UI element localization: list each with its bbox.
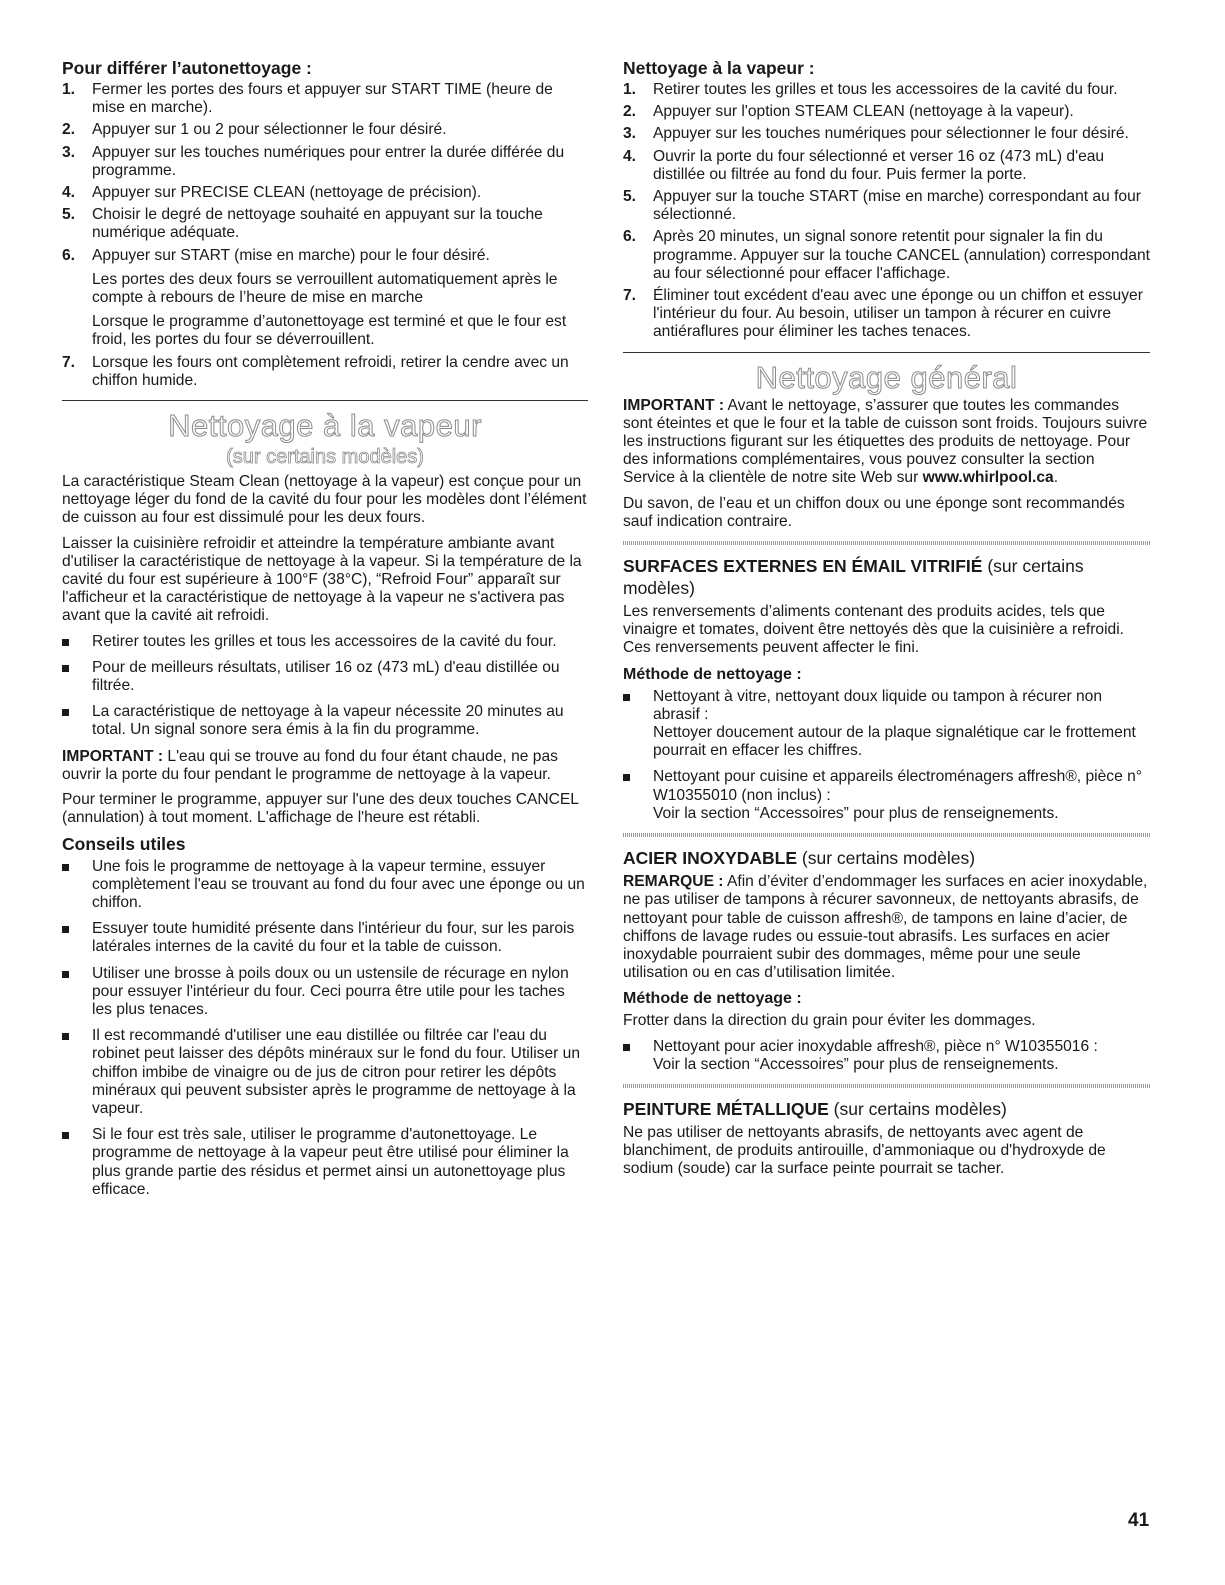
bullet-icon [62,926,69,933]
dotted-divider [623,833,1150,837]
paint-text: Ne pas utiliser de nettoyants abrasifs, de nettoyants avec agent de blanchiment, de produits antirouille, d'ammoniaque ou d'hydroxyde de sodium (soude) car la surface peinte pourrait se tacher. [623,1123,1106,1178]
bullet-icon [62,639,69,646]
right-column [623,58,1150,1186]
defer-step: 2. Appuyer sur 1 ou 2 pour sélectionner le four désiré. [62,121,447,139]
list-item: Pour de meilleurs résultats, utiliser 16 oz (473 mL) d'eau distillée ou filtrée. [62,659,588,695]
steam-bullets [62,633,588,740]
defer-heading: Pour différer l’autonettoyage : [62,58,312,78]
section-divider [623,352,1150,353]
steel-heading: ACIER INOXYDABLE (sur certains modèles) [623,848,976,869]
general-important: IMPORTANT : Avant le nettoyage, s’assurer que toutes les commandes sont éteintes et que le four et la table de cuisson sont froids. Toujours suivre les instructions figurant sur les étiquettes des produits de nettoyage. Pour des informations complémentaires, vous pouvez consulter la section Service à la clientèle de notre site Web sur www.whirlpool.ca. [623,396,1148,487]
bullet-icon [62,1033,69,1040]
list-item: La caractéristique de nettoyage à la vapeur nécessite 20 minutes au total. Un signal sonore sera émis à la fin du programme. [62,703,588,739]
page-number: 41 [1128,1510,1150,1531]
steam-step: 7. Éliminer tout excédent d'eau avec une éponge ou un chiffon et essuyer l'intérieur du four. Au besoin, utiliser un tampon à récurer en cuivre antiéraflures pour éliminer les taches tenaces. [623,287,1143,341]
steam-intro: La caractéristique Steam Clean (nettoyage à la vapeur) est conçue pour un nettoyage léger du fond de la cavité du four pour les modèles dont l’élément de cuisson au four est dissimulé pour les deux fours. [62,473,587,527]
tips-heading: Conseils utiles [62,833,186,854]
defer-step: 4. Appuyer sur PRECISE CLEAN (nettoyage de précision). [62,184,482,202]
defer-step: 7. Lorsque les fours ont complètement refroidi, retirer la cendre avec un chiffon humide. [62,353,569,389]
paint-heading: PEINTURE MÉTALLIQUE (sur certains modèles) [623,1098,1007,1119]
enamel-text: Les renversements d’aliments contenant des produits acides, tels que vinaigre et tomates, doivent être nettoyés dès que la cuisinière a refroidi. Ces renversements peuvent affecter le fini. [623,603,1125,657]
steam-step: 6. Après 20 minutes, un signal sonore retentit pour signaler la fin du programme. Appuyer sur la touche CANCEL (annulation) correspondant au four sélectionné pour effacer l'affichage. [623,228,1150,282]
bullet-icon [62,864,69,871]
defer-step-note: Les portes des deux fours se verrouillent automatiquement après le compte à rebours de l’heure de mise en marche [92,270,558,307]
list-item: Nettoyant pour cuisine et appareils électroménagers affresh®, pièce n° W10355010 (non inclus) : Voir la section “Accessoires” pour plus de renseignements. [623,768,1150,823]
left-column [62,58,588,1207]
list-item: Si le four est très sale, utiliser le programme d'autonettoyage. Le programme de nettoyage à la vapeur peut être utilisé pour éliminer la plus grande partie des résidus et permet ainsi un autonettoyage plus efficace. [62,1126,588,1199]
section-divider [62,400,588,401]
steel-method-heading: Méthode de nettoyage : [623,990,802,1008]
list-item: Utiliser une brosse à poils doux ou un ustensile de récurage en nylon pour essuyer l'intérieur du four. Ceci pourra être utile pour les taches les plus tenaces. [62,965,588,1020]
bullet-icon [62,971,69,978]
tips-bullets [62,858,588,1199]
enamel-bullets [623,688,1150,823]
steam-step: 5. Appuyer sur la touche START (mise en marche) correspondant au four sélectionné. [623,188,1141,224]
dotted-divider [623,541,1150,545]
steam-cancel-note: Pour terminer le programme, appuyer sur l'une des deux touches CANCEL (annulation) à tout moment. L'affichage de l'heure est rétabli. [62,791,579,827]
bullet-icon [623,774,630,781]
bullet-icon [62,665,69,672]
bullet-icon [62,709,69,716]
bullet-icon [623,694,630,701]
steam-important: IMPORTANT : L'eau qui se trouve au fond du four étant chaude, ne pas ouvrir la porte du four pendant le programme de nettoyage à la vapeur. [62,747,558,783]
steam-steps-heading: Nettoyage à la vapeur : [623,58,815,78]
steam-step: 2. Appuyer sur l'option STEAM CLEAN (nettoyage à la vapeur). [623,103,1074,121]
bullet-icon [623,1044,630,1051]
steam-step: 4. Ouvrir la porte du four sélectionné et verser 16 oz (473 mL) d'eau distillée ou filtrée au fond du four. Puis fermer la porte. [623,147,1105,183]
steam-steps [623,81,1150,342]
steam-step: 3. Appuyer sur les touches numériques pour sélectionner le four désiré. [623,125,1129,143]
defer-step: 1. Fermer les portes des fours et appuyer sur START TIME (heure de mise en marche). [62,81,553,117]
steam-step: 1. Retirer toutes les grilles et tous les accessoires de la cavité du four. [623,81,1118,98]
enamel-heading: SURFACES EXTERNES EN ÉMAIL VITRIFIÉ (sur certains modèles) [623,556,1084,599]
steam-section-subtitle: (sur certains modèles) [226,446,424,469]
steam-section-title: Nettoyage à la vapeur [168,408,482,444]
steam-cooldown: Laisser la cuisinière refroidir et atteindre la température ambiante avant d'utiliser la caractéristique de nettoyage à la vapeur. Si la température de la cavité du four est supérieure à 100°F (38°C), “Refroid Four” apparaît sur l'afficheur et la caractéristique de nettoyage à la vapeur ne s'activera pas avant que la cavité ait refroidi. [62,534,582,625]
dotted-divider [623,1084,1150,1088]
steel-remark: REMARQUE : Afin d’éviter d’endommager les surfaces en acier inoxydable, ne pas utiliser de tampons à récurer savonneux, de nettoyants abrasifs, de nettoyant pour table de cuisson affresh®, de tampons en laine d’acier, de chiffons de lavage rudes ou essuie-tout abrasifs. Les surfaces en acier inoxydable pourraient subir des dommages, même pour une seule utilisation ou en cas d’utilisation limitée. [623,873,1148,982]
defer-step-note: Lorsque le programme d’autonettoyage est terminé et que le four est froid, les portes du four se déverrouillent. [92,313,567,349]
list-item: Il est recommandé d'utiliser une eau distillée ou filtrée car l'eau du robinet peut laisser des dépôts minéraux sur le fond du four. Utiliser un chiffon imbibe de vinaigre ou de jus de citron pour retirer les dépôts minéraux qui peuvent subsister après le programme de nettoyage à la vapeur. [62,1027,588,1118]
defer-steps [62,81,588,390]
defer-step: 6. Appuyer sur START (mise en marche) pour le four désiré. Les portes des deux fours se verrouillent automatiquement après le compte à rebours de l’heure de mise en marche Lorsque le programme d’autonettoyage est terminé et que le four est froid, les portes du four se déverrouillent. [62,247,588,350]
list-item: Une fois le programme de nettoyage à la vapeur termine, essuyer complètement l'eau se trouvant au fond du four avec une éponge ou un chiffon. [62,858,588,913]
enamel-method-heading: Méthode de nettoyage : [623,665,802,683]
list-item: Essuyer toute humidité présente dans l'intérieur du four, sur les parois latérales internes de la cavité du four et la table de cuisson. [62,920,588,956]
steel-bullets [623,1038,1150,1074]
list-item: Retirer toutes les grilles et tous les accessoires de la cavité du four. [62,633,588,651]
steel-grain-note: Frotter dans la direction du grain pour éviter les dommages. [623,1012,1036,1030]
general-soap-note: Du savon, de l’eau et un chiffon doux ou une éponge sont recommandés sauf indication contraire. [623,494,1125,530]
bullet-icon [62,1132,69,1139]
defer-step: 3. Appuyer sur les touches numériques pour entrer la durée différée du programme. [62,143,565,179]
website-link[interactable]: www.whirlpool.ca [922,469,1054,487]
defer-step: 5. Choisir le degré de nettoyage souhaité en appuyant sur la touche numérique adéquate. [62,206,543,242]
general-section-title: Nettoyage général [755,359,1018,395]
list-item: Nettoyant pour acier inoxydable affresh®, pièce n° W10355016 : Voir la section “Accessoires” pour plus de renseignements. [623,1038,1150,1074]
list-item: Nettoyant à vitre, nettoyant doux liquide ou tampon à récurer non abrasif : Nettoyer doucement autour de la plaque signalétique car le frottement pourrait en effacer les chiffres. [623,688,1150,761]
